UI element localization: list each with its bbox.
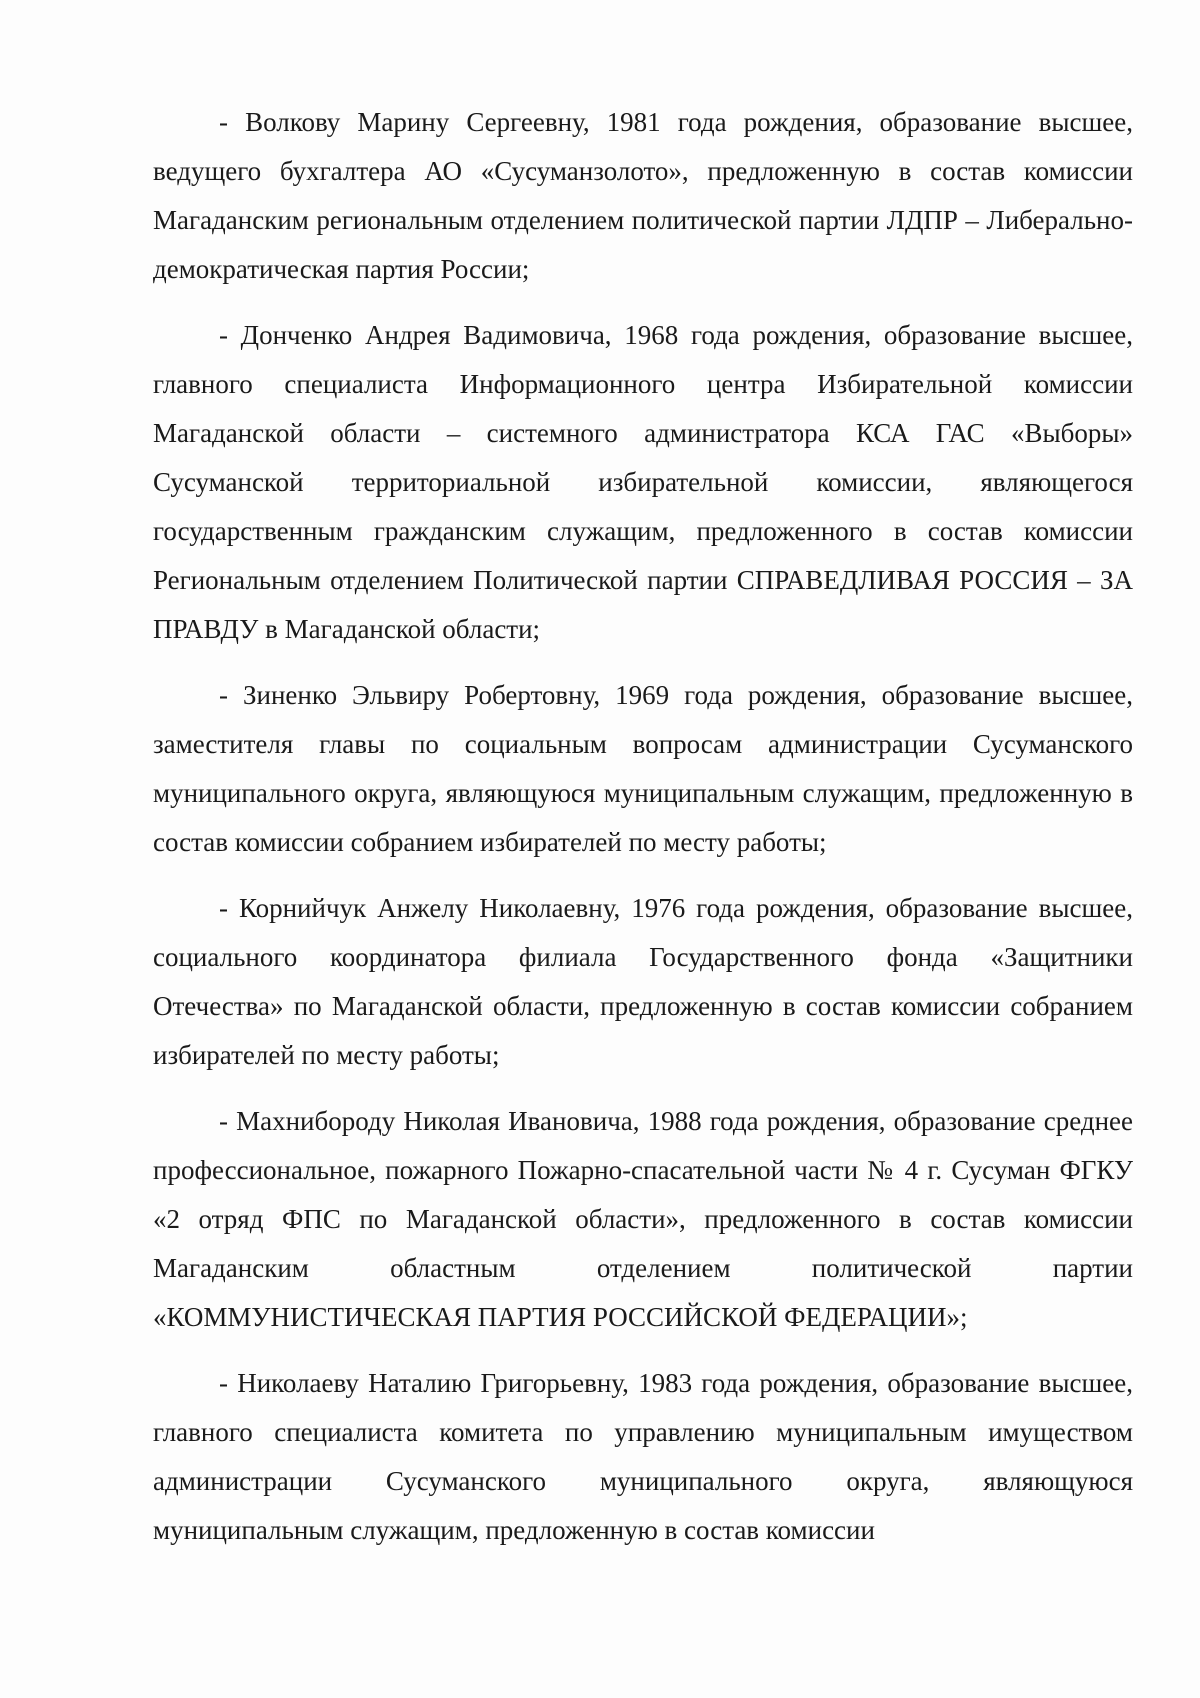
paragraph-donchenko: - Донченко Андрея Вадимовича, 1968 года рождения, образование высшее, главного специалиста Информационного центра Избирательной комиссии Магаданской области – системного администратора КСА ГАС «Выборы» Сусуманской территориальной избирательной комиссии, являющегося государственным гражданским служащим, предложенного в состав комиссии Региональным отделением Политической партии СПРАВЕДЛИВАЯ РОССИЯ – ЗА ПРАВДУ в Магаданской области;: [153, 320, 1133, 644]
paragraph-korniychuk: - Корнийчук Анжелу Николаевну, 1976 года рождения, образование высшее, социального координатора филиала Государственного фонда «Защитники Отечества» по Магаданской области, предложенную в состав комиссии собранием избирателей по месту работы;: [153, 893, 1133, 1070]
document-body: [153, 98, 1133, 1572]
paragraph-makhniboroda: - Махнибороду Николая Ивановича, 1988 года рождения, образование среднее профессиональное, пожарного Пожарно-спасательной части № 4 г. Сусуман ФГКУ «2 отряд ФПС по Магаданской области», предложенного в состав комиссии Магаданским областным отделением политической партии «КОММУНИСТИЧЕСКАЯ ПАРТИЯ РОССИЙСКОЙ ФЕДЕРАЦИИ»;: [153, 1106, 1133, 1332]
paragraph-volkova: - Волкову Марину Сергеевну, 1981 года рождения, образование высшее, ведущего бухгалтера АО «Сусуманзолото», предложенную в состав комиссии Магаданским региональным отделением политической партии ЛДПР – Либерально-демократическая партия России;: [153, 107, 1133, 284]
paragraph-nikolaeva: - Николаеву Наталию Григорьевну, 1983 года рождения, образование высшее, главного специалиста комитета по управлению муниципальным имуществом администрации Сусуманского муниципального округа, являющуюся муниципальным служащим, предложенную в состав комиссии: [153, 1368, 1133, 1545]
paragraph-zinenko: - Зиненко Эльвиру Робертовну, 1969 года рождения, образование высшее, заместителя главы по социальным вопросам администрации Сусуманского муниципального округа, являющуюся муниципальным служащим, предложенную в состав комиссии собранием избирателей по месту работы;: [153, 680, 1133, 857]
